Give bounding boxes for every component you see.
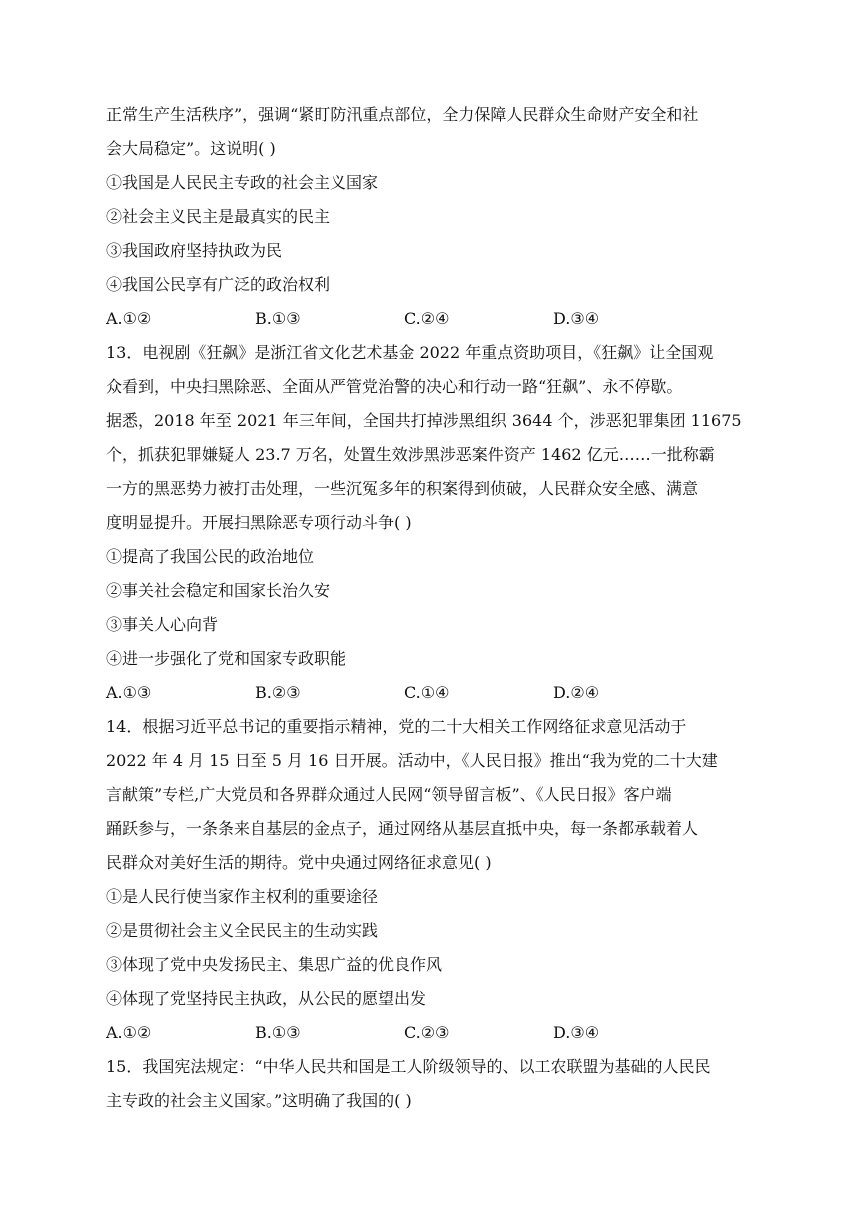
question-stem-line: 言献策”专栏,广大党员和各界群众通过人民网“领导留言板”、《人民日报》客户端 <box>106 785 672 804</box>
statement-option: ④体现了党坚持民主执政，从公民的愿望出发 <box>106 989 427 1008</box>
statement-option: ②是贯彻社会主义全民民主的生动实践 <box>106 921 379 940</box>
choice-a: A.①② <box>106 309 152 328</box>
statement-option: ③事关人心向背 <box>106 615 219 634</box>
answer-choices <box>106 302 756 336</box>
statement-option: ①提高了我国公民的政治地位 <box>106 547 315 566</box>
choice-b: B.①③ <box>255 309 301 328</box>
question-stem-line: 主专政的社会主义国家。”这明确了我国的( ) <box>106 1091 412 1110</box>
question-stem-line: 14．根据习近平总书记的重要指示精神，党的二十大相关工作网络征求意见活动于 <box>106 717 687 736</box>
statement-option: ①我国是人民民主专政的社会主义国家 <box>106 173 379 192</box>
choice-d: D.③④ <box>553 1023 600 1042</box>
answer-choices <box>106 1016 756 1050</box>
question-stem-line: 个，抓获犯罪嫌疑人 23.7 万名，处置生效涉黑涉恶案件资产 1462 亿元……一批称霸 <box>106 445 715 464</box>
choice-a: A.①③ <box>106 683 152 702</box>
answer-choices <box>106 676 756 710</box>
choice-d: D.②④ <box>553 683 600 702</box>
question-14 <box>106 710 756 1050</box>
statement-option: ④进一步强化了党和国家专政职能 <box>106 649 347 668</box>
question-stem-line: 踊跃参与，一条条来自基层的金点子，通过网络从基层直抵中央，每一条都承载着人 <box>106 819 699 838</box>
choice-a: A.①② <box>106 1023 152 1042</box>
question-stem-line: 民群众对美好生活的期待。党中央通过网络征求意见( ) <box>106 853 492 872</box>
statement-option: ①是人民行使当家作主权利的重要途径 <box>106 887 379 906</box>
question-stem-line: 15．我国宪法规定：“中华人民共和国是工人阶级领导的、以工农联盟为基础的人民民 <box>106 1057 711 1076</box>
question-stem-line: 会大局稳定”。这说明( ) <box>106 139 276 158</box>
question-stem-line: 2022 年 4 月 15 日至 5 月 16 日开展。活动中，《人民日报》推出“我为党的二十大建 <box>106 751 718 770</box>
statement-option: ④我国公民享有广泛的政治权利 <box>106 275 331 294</box>
question-stem-line: 一方的黑恶势力被打击处理，一些沉冤多年的积案得到侦破，人民群众安全感、满意 <box>106 479 699 498</box>
exam-page <box>106 98 756 1118</box>
question-12 <box>106 98 756 336</box>
question-stem-line: 正常生产生活秩序”，强调“紧盯防汛重点部位，全力保障人民群众生命财产安全和社 <box>106 105 699 124</box>
question-13 <box>106 336 756 710</box>
question-stem-line: 据悉，2018 年至 2021 年三年间，全国共打掉涉黑组织 3644 个，涉恶犯罪集团 11675 <box>106 411 742 430</box>
choice-c: C.②④ <box>404 309 450 328</box>
choice-b: B.②③ <box>255 683 301 702</box>
question-stem-line: 度明显提升。开展扫黑除恶专项行动斗争( ) <box>106 513 412 532</box>
question-15 <box>106 1050 756 1118</box>
statement-option: ②事关社会稳定和国家长治久安 <box>106 581 331 600</box>
question-stem-line: 众看到，中央扫黑除恶、全面从严管党治警的决心和行动一路“狂飙”、永不停歇。 <box>106 377 683 396</box>
choice-c: C.①④ <box>404 683 450 702</box>
choice-b: B.①③ <box>255 1023 301 1042</box>
statement-option: ②社会主义民主是最真实的民主 <box>106 207 331 226</box>
question-stem-line: 13．电视剧《狂飙》是浙江省文化艺术基金 2022 年重点资助项目，《狂飙》让全国观 <box>106 343 714 362</box>
statement-option: ③我国政府坚持执政为民 <box>106 241 283 260</box>
statement-option: ③体现了党中央发扬民主、集思广益的优良作风 <box>106 955 443 974</box>
choice-c: C.②③ <box>404 1023 450 1042</box>
choice-d: D.③④ <box>553 309 600 328</box>
